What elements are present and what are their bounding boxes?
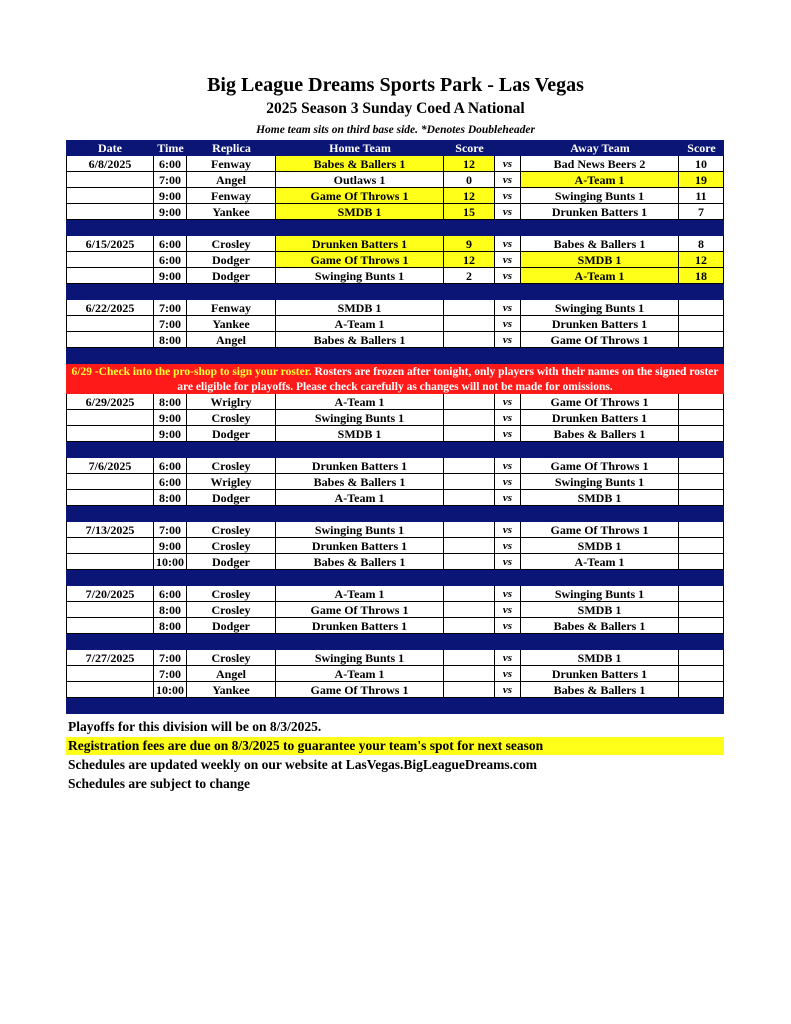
- home-team: Swinging Bunts 1: [276, 522, 444, 538]
- away-score: [679, 682, 724, 698]
- game-time: 8:00: [154, 618, 187, 634]
- game-time: 9:00: [154, 426, 187, 442]
- game-row: [66, 268, 724, 284]
- field-name: Crosley: [187, 538, 276, 554]
- game-date: [66, 268, 154, 284]
- game-row: [66, 602, 724, 618]
- away-team: Swinging Bunts 1: [521, 300, 679, 316]
- website-note: Schedules are updated weekly on our website at LasVegas.BigLeagueDreams.com: [68, 757, 538, 772]
- field-name: Angel: [187, 172, 276, 188]
- home-score: [444, 300, 495, 316]
- vs-label: vs: [495, 538, 521, 554]
- vs-label: vs: [495, 300, 521, 316]
- game-date: [66, 172, 154, 188]
- game-time: 8:00: [154, 490, 187, 506]
- game-row: [66, 316, 724, 332]
- vs-label: vs: [495, 268, 521, 284]
- field-name: Yankee: [187, 204, 276, 220]
- home-team: Swinging Bunts 1: [276, 410, 444, 426]
- home-score: [444, 474, 495, 490]
- vs-label: vs: [495, 236, 521, 252]
- header-time: Time: [157, 141, 184, 155]
- home-team: Babes & Ballers 1: [276, 554, 444, 570]
- away-score: 19: [679, 172, 724, 188]
- away-team: Swinging Bunts 1: [521, 188, 679, 204]
- game-date: [66, 204, 154, 220]
- game-date: 6/22/2025: [66, 300, 154, 316]
- away-team: Game Of Throws 1: [521, 332, 679, 348]
- home-score: [444, 522, 495, 538]
- home-team: A-Team 1: [276, 490, 444, 506]
- game-date: [66, 474, 154, 490]
- game-time: 9:00: [154, 204, 187, 220]
- week-separator: [66, 634, 724, 650]
- seating-note: Home team sits on third base side. *Denotes Doubleheader: [256, 124, 535, 136]
- home-score: 2: [444, 268, 495, 284]
- away-score: 18: [679, 268, 724, 284]
- header-vs-blank: [495, 140, 521, 156]
- away-team: Drunken Batters 1: [521, 316, 679, 332]
- game-row: [66, 204, 724, 220]
- game-row: [66, 650, 724, 666]
- away-team: Bad News Beers 2: [521, 156, 679, 172]
- game-date: 6/8/2025: [66, 156, 154, 172]
- home-score: [444, 586, 495, 602]
- game-date: 7/13/2025: [66, 522, 154, 538]
- away-score: [679, 586, 724, 602]
- game-time: 9:00: [154, 188, 187, 204]
- field-name: Crosley: [187, 458, 276, 474]
- game-row: [66, 474, 724, 490]
- home-team: SMDB 1: [276, 300, 444, 316]
- vs-label: vs: [495, 332, 521, 348]
- week-separator: [66, 570, 724, 586]
- game-date: [66, 316, 154, 332]
- game-time: 9:00: [154, 538, 187, 554]
- game-date: [66, 490, 154, 506]
- registration-note: Registration fees are due on 8/3/2025 to guarantee your team's spot for next season: [66, 737, 724, 755]
- home-team: A-Team 1: [276, 586, 444, 602]
- field-name: Crosley: [187, 522, 276, 538]
- home-team: A-Team 1: [276, 394, 444, 410]
- game-time: 10:00: [154, 682, 187, 698]
- page-title: Big League Dreams Sports Park - Las Vegas: [207, 74, 584, 96]
- vs-label: vs: [495, 316, 521, 332]
- vs-label: vs: [495, 554, 521, 570]
- vs-label: vs: [495, 426, 521, 442]
- field-name: Angel: [187, 666, 276, 682]
- away-team: Babes & Ballers 1: [521, 236, 679, 252]
- home-score: [444, 602, 495, 618]
- home-score: 12: [444, 188, 495, 204]
- away-team: Drunken Batters 1: [521, 666, 679, 682]
- banner-highlight-text: 6/29 -Check into the pro-shop to sign your roster.: [71, 366, 312, 378]
- field-name: Angel: [187, 332, 276, 348]
- game-time: 7:00: [154, 300, 187, 316]
- game-row: [66, 490, 724, 506]
- game-row: [66, 172, 724, 188]
- field-name: Dodger: [187, 426, 276, 442]
- header-away-score: Score: [687, 141, 716, 155]
- away-score: 8: [679, 236, 724, 252]
- away-team: Swinging Bunts 1: [521, 586, 679, 602]
- home-score: [444, 682, 495, 698]
- home-score: [444, 666, 495, 682]
- away-score: [679, 410, 724, 426]
- game-row: [66, 426, 724, 442]
- home-team: Babes & Ballers 1: [276, 474, 444, 490]
- away-score: [679, 332, 724, 348]
- vs-label: vs: [495, 252, 521, 268]
- away-score: 10: [679, 156, 724, 172]
- field-name: Yankee: [187, 682, 276, 698]
- game-row: [66, 300, 724, 316]
- game-date: 7/20/2025: [66, 586, 154, 602]
- away-team: SMDB 1: [521, 252, 679, 268]
- field-name: Fenway: [187, 156, 276, 172]
- home-score: [444, 426, 495, 442]
- game-time: 9:00: [154, 268, 187, 284]
- field-name: Yankee: [187, 316, 276, 332]
- game-row: [66, 522, 724, 538]
- home-team: SMDB 1: [276, 204, 444, 220]
- vs-label: vs: [495, 188, 521, 204]
- game-time: 6:00: [154, 474, 187, 490]
- game-row: [66, 410, 724, 426]
- home-score: 9: [444, 236, 495, 252]
- away-team: A-Team 1: [521, 172, 679, 188]
- game-row: [66, 666, 724, 682]
- game-row: [66, 618, 724, 634]
- vs-label: vs: [495, 156, 521, 172]
- away-score: [679, 538, 724, 554]
- week-separator: [66, 506, 724, 522]
- vs-label: vs: [495, 458, 521, 474]
- game-date: [66, 666, 154, 682]
- away-team: Drunken Batters 1: [521, 204, 679, 220]
- field-name: Crosley: [187, 236, 276, 252]
- away-team: SMDB 1: [521, 650, 679, 666]
- away-score: [679, 474, 724, 490]
- field-name: Dodger: [187, 252, 276, 268]
- home-score: [444, 554, 495, 570]
- home-team: Game Of Throws 1: [276, 188, 444, 204]
- game-row: [66, 252, 724, 268]
- game-time: 10:00: [154, 554, 187, 570]
- field-name: Dodger: [187, 618, 276, 634]
- week-separator: [66, 442, 724, 458]
- away-team: Babes & Ballers 1: [521, 426, 679, 442]
- away-score: [679, 522, 724, 538]
- week-separator: [66, 220, 724, 236]
- game-row: [66, 332, 724, 348]
- field-name: Crosley: [187, 410, 276, 426]
- away-team: SMDB 1: [521, 538, 679, 554]
- game-date: [66, 426, 154, 442]
- field-name: Crosley: [187, 586, 276, 602]
- home-team: Game Of Throws 1: [276, 602, 444, 618]
- game-row: [66, 188, 724, 204]
- home-score: 12: [444, 156, 495, 172]
- game-time: 6:00: [154, 586, 187, 602]
- home-score: 12: [444, 252, 495, 268]
- away-score: 11: [679, 188, 724, 204]
- game-date: [66, 602, 154, 618]
- field-name: Wrigley: [187, 474, 276, 490]
- away-score: 12: [679, 252, 724, 268]
- header-home-team: Home Team: [329, 141, 391, 155]
- header-replica: Replica: [212, 141, 251, 155]
- home-team: Game Of Throws 1: [276, 252, 444, 268]
- game-time: 8:00: [154, 602, 187, 618]
- header-away-team: Away Team: [570, 141, 630, 155]
- week-separator: [66, 348, 724, 364]
- page-subtitle: 2025 Season 3 Sunday Coed A National: [266, 100, 525, 117]
- vs-label: vs: [495, 410, 521, 426]
- playoffs-note: Playoffs for this division will be on 8/3/2025.: [68, 719, 322, 734]
- game-date: 7/27/2025: [66, 650, 154, 666]
- away-team: Drunken Batters 1: [521, 410, 679, 426]
- home-score: 0: [444, 172, 495, 188]
- banner-text: Rosters are frozen after tonight, only players with their names on the signed roster are eligible for playoffs. Please check carefully as changes will not be made for omissions.: [177, 366, 719, 393]
- home-score: 15: [444, 204, 495, 220]
- home-team: A-Team 1: [276, 666, 444, 682]
- game-time: 7:00: [154, 172, 187, 188]
- game-row: [66, 156, 724, 172]
- game-time: 6:00: [154, 458, 187, 474]
- field-name: Fenway: [187, 300, 276, 316]
- away-team: Babes & Ballers 1: [521, 618, 679, 634]
- field-name: Dodger: [187, 490, 276, 506]
- home-score: [444, 618, 495, 634]
- away-score: [679, 394, 724, 410]
- schedule-table: [66, 140, 724, 714]
- game-date: [66, 618, 154, 634]
- game-row: [66, 458, 724, 474]
- header-date: Date: [98, 141, 122, 155]
- game-time: 8:00: [154, 394, 187, 410]
- home-team: SMDB 1: [276, 426, 444, 442]
- home-team: Drunken Batters 1: [276, 458, 444, 474]
- game-date: [66, 682, 154, 698]
- home-team: Swinging Bunts 1: [276, 268, 444, 284]
- game-time: 6:00: [154, 252, 187, 268]
- game-date: [66, 410, 154, 426]
- away-score: [679, 618, 724, 634]
- home-score: [444, 410, 495, 426]
- home-team: Outlaws 1: [276, 172, 444, 188]
- home-team: Swinging Bunts 1: [276, 650, 444, 666]
- vs-label: vs: [495, 586, 521, 602]
- disclaimer-note: Schedules are subject to change: [68, 776, 250, 791]
- away-score: [679, 490, 724, 506]
- home-team: A-Team 1: [276, 316, 444, 332]
- vs-label: vs: [495, 522, 521, 538]
- vs-label: vs: [495, 602, 521, 618]
- home-team: Drunken Batters 1: [276, 236, 444, 252]
- away-score: [679, 458, 724, 474]
- vs-label: vs: [495, 394, 521, 410]
- vs-label: vs: [495, 682, 521, 698]
- game-date: [66, 554, 154, 570]
- home-score: [444, 394, 495, 410]
- home-score: [444, 316, 495, 332]
- table-header-row: [66, 140, 724, 156]
- game-row: [66, 554, 724, 570]
- home-score: [444, 538, 495, 554]
- away-team: SMDB 1: [521, 602, 679, 618]
- away-team: SMDB 1: [521, 490, 679, 506]
- away-score: [679, 666, 724, 682]
- week-separator: [66, 284, 724, 300]
- game-date: [66, 252, 154, 268]
- vs-label: vs: [495, 666, 521, 682]
- table-footer-band: [66, 698, 724, 714]
- away-score: [679, 316, 724, 332]
- game-row: [66, 586, 724, 602]
- away-score: [679, 554, 724, 570]
- game-time: 6:00: [154, 156, 187, 172]
- away-score: [679, 602, 724, 618]
- game-time: 8:00: [154, 332, 187, 348]
- game-time: 9:00: [154, 410, 187, 426]
- away-team: Swinging Bunts 1: [521, 474, 679, 490]
- header-home-score: Score: [455, 141, 484, 155]
- home-team: Drunken Batters 1: [276, 538, 444, 554]
- game-date: [66, 538, 154, 554]
- vs-label: vs: [495, 490, 521, 506]
- game-time: 7:00: [154, 650, 187, 666]
- away-team: A-Team 1: [521, 554, 679, 570]
- away-team: Game Of Throws 1: [521, 394, 679, 410]
- home-score: [444, 458, 495, 474]
- game-date: 7/6/2025: [66, 458, 154, 474]
- game-time: 7:00: [154, 522, 187, 538]
- field-name: Wriglry: [187, 394, 276, 410]
- away-team: A-Team 1: [521, 268, 679, 284]
- vs-label: vs: [495, 172, 521, 188]
- home-team: Game Of Throws 1: [276, 682, 444, 698]
- field-name: Dodger: [187, 554, 276, 570]
- game-row: [66, 538, 724, 554]
- vs-label: vs: [495, 204, 521, 220]
- away-team: Babes & Ballers 1: [521, 682, 679, 698]
- away-team: Game Of Throws 1: [521, 458, 679, 474]
- game-time: 7:00: [154, 316, 187, 332]
- home-score: [444, 490, 495, 506]
- vs-label: vs: [495, 474, 521, 490]
- away-score: 7: [679, 204, 724, 220]
- vs-label: vs: [495, 618, 521, 634]
- home-score: [444, 332, 495, 348]
- game-date: 6/29/2025: [66, 394, 154, 410]
- away-score: [679, 300, 724, 316]
- vs-label: vs: [495, 650, 521, 666]
- roster-banner: [66, 364, 724, 394]
- game-date: [66, 332, 154, 348]
- home-team: Drunken Batters 1: [276, 618, 444, 634]
- home-score: [444, 650, 495, 666]
- game-row: [66, 236, 724, 252]
- game-date: 6/15/2025: [66, 236, 154, 252]
- field-name: Crosley: [187, 602, 276, 618]
- game-time: 6:00: [154, 236, 187, 252]
- game-row: [66, 394, 724, 410]
- game-row: [66, 682, 724, 698]
- game-date: [66, 188, 154, 204]
- game-time: 7:00: [154, 666, 187, 682]
- field-name: Dodger: [187, 268, 276, 284]
- away-team: Game Of Throws 1: [521, 522, 679, 538]
- home-team: Babes & Ballers 1: [276, 156, 444, 172]
- field-name: Fenway: [187, 188, 276, 204]
- field-name: Crosley: [187, 650, 276, 666]
- away-score: [679, 426, 724, 442]
- home-team: Babes & Ballers 1: [276, 332, 444, 348]
- away-score: [679, 650, 724, 666]
